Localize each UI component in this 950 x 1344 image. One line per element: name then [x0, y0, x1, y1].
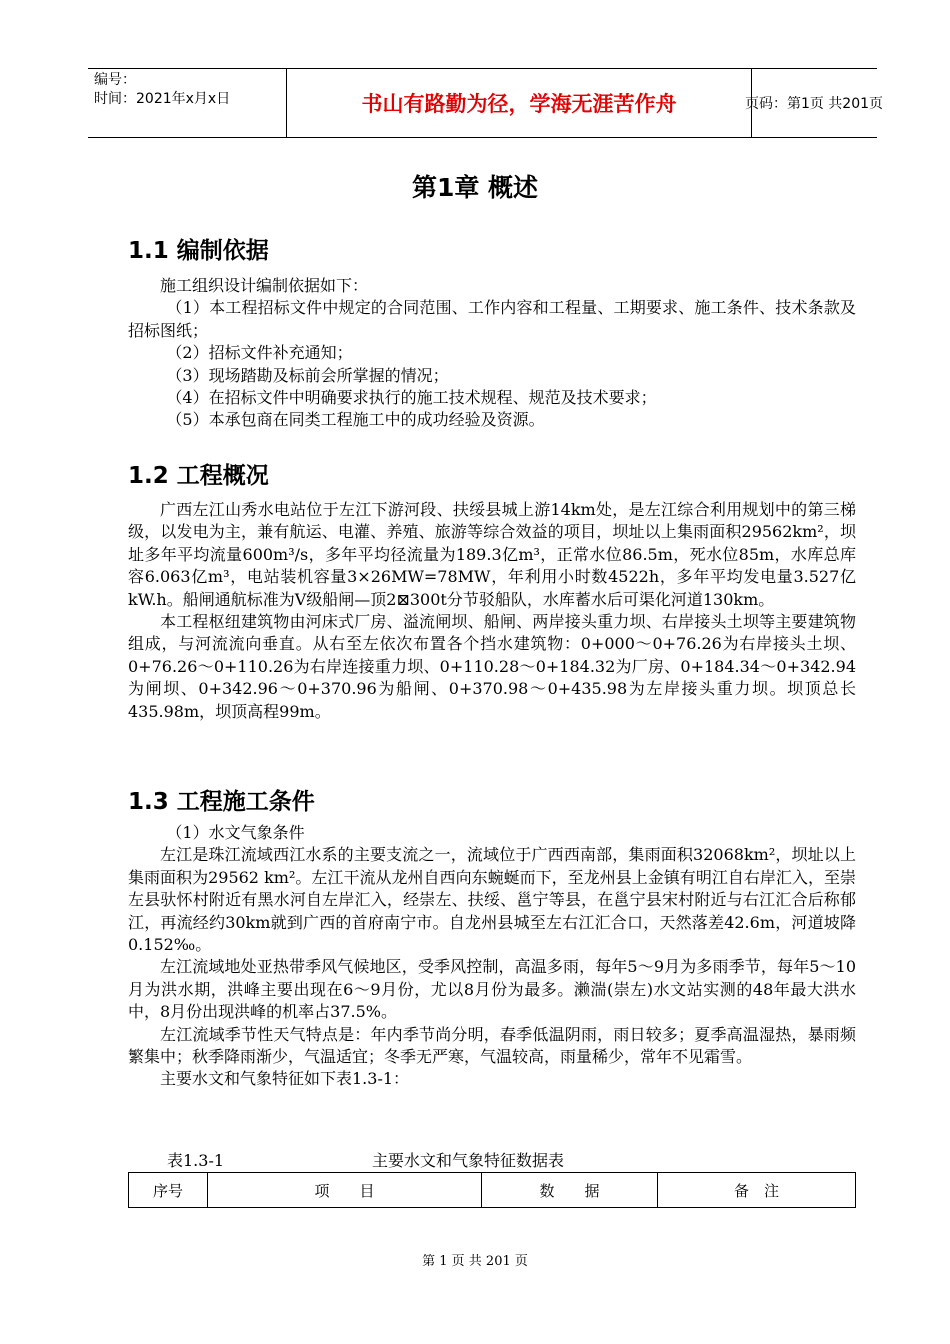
list-item: （2）招标文件补充通知； — [166, 343, 353, 363]
document-header — [88, 68, 884, 138]
section-1-3-body — [128, 822, 856, 1091]
list-item: （3）现场踏勘及标前会所掌握的情况； — [166, 365, 449, 385]
table-header-cell: 备 注 — [658, 1173, 856, 1208]
section-1-2-body — [128, 499, 856, 723]
table-caption-number: 表1.3-1 — [167, 1151, 225, 1170]
paragraph: 主要水文和气象特征如下表1.3-1： — [160, 1069, 410, 1089]
list-item: （1）本工程招标文件中规定的合同范围、工作内容和工程量、工期要求、施工条件、技术条款及招标图纸； — [128, 298, 856, 340]
table-header-cell: 数 据 — [482, 1173, 658, 1208]
table-caption-title: 主要水文和气象特征数据表 — [372, 1151, 565, 1170]
subheading: （1）水文气象条件 — [166, 823, 305, 842]
paragraph: 左江流域季节性天气特点是：年内季节尚分明，春季低温阴雨，雨日较多；夏季高温湿热，暴雨频繁集中；秋季降雨渐少，气温适宜；冬季无严寒，气温较高，雨量稀少，常年不见霜雪。 — [128, 1024, 856, 1067]
header-meta — [88, 69, 286, 137]
section-title-1-2: 1.2 工程概况 — [128, 463, 269, 489]
paragraph: 左江流域地处亚热带季风气候地区，受季风控制，高温多雨，每年5～9月为多雨季节，每年5～10月为洪水期，洪峰主要出现在6～9月份，尤以8月份为最多。濑湍(崇左)水文站实测的48年最大洪水中，8月份出现洪峰的机率占37.5%。 — [128, 957, 856, 1022]
hydrology-table — [128, 1172, 856, 1208]
section-1-1-intro: 施工组织设计编制依据如下： — [160, 276, 369, 295]
header-motto: 书山有路勤为径，学海无涯苦作舟 — [286, 69, 752, 137]
section-title-1-1: 1.1 编制依据 — [128, 238, 269, 264]
section-1-1-body — [128, 275, 856, 432]
paragraph: 本工程枢纽建筑物由河床式厂房、溢流闸坝、船闸、两岸接头重力坝、右岸接头土坝等主要建筑物组成，与河流流向垂直。从右至左依次布置各个挡水建筑物：0+000～0+76.26为右岸接头土坝、0+76.26～0+110.26为右岸连接重力坝、0+110.28～0+184.32为厂房、0+184.34～0+342.94为闸坝、0+342.96～0+370.96为船闸、0+370.98～0+435.98为左岸接头重力坝。坝顶总长435.98m，坝顶高程99m。 — [128, 612, 856, 721]
chapter-title: 第1章 概述 — [411, 173, 539, 202]
paragraph: 广西左江山秀水电站位于左江下游河段、扶绥县城上游14km处，是左江综合利用规划中的第三梯级，以发电为主，兼有航运、电灌、养殖、旅游等综合效益的项目，坝址以上集雨面积29562km²，坝址多年平均流量600m³/s，多年平均径流量为189.3亿m³，正常水位86.5m，死水位85m，水库总库容6.063亿m³，电站装机容量3×26MW=78MW，年利用小时数4522h，多年平均发电量3.527亿kW.h。船闸通航标准为Ⅴ级船闸—顶2⊠300t分节驳船队，水库蓄水后可渠化河道130km。 — [128, 500, 856, 609]
section-title-1-3: 1.3 工程施工条件 — [128, 789, 315, 815]
table-header-cell: 项 目 — [208, 1173, 482, 1208]
header-number: 编号： — [94, 72, 136, 88]
list-item: （5）本承包商在同类工程施工中的成功经验及资源。 — [166, 410, 545, 430]
table-header-cell: 序号 — [129, 1173, 208, 1208]
paragraph: 左江是珠江流域西江水系的主要支流之一，流域位于广西西南部，集雨面积32068km²，坝址以上集雨面积为29562 km²。左江干流从龙州自西向东蜿蜒而下，至龙州县上金镇有明江自右岸汇入，至崇左县驮怀村附近有黑水河自左岸汇入，经崇左、扶绥、邕宁等县，在邕宁县宋村附近与右江汇合后称郁江，再流经约30km就到广西的首府南宁市。自龙州县城至左右江汇合口，天然落差42.6m，河道坡降0.152‰。 — [128, 845, 856, 955]
header-page-info: 页码：第1页 共201页 — [744, 96, 884, 112]
table-header-row — [129, 1173, 856, 1208]
header-time: 时间：2021年x月x日 — [94, 91, 231, 107]
list-item: （4）在招标文件中明确要求执行的施工技术规程、规范及技术要求； — [166, 388, 657, 408]
page-footer: 第 1 页 共 201 页 — [422, 1254, 528, 1269]
